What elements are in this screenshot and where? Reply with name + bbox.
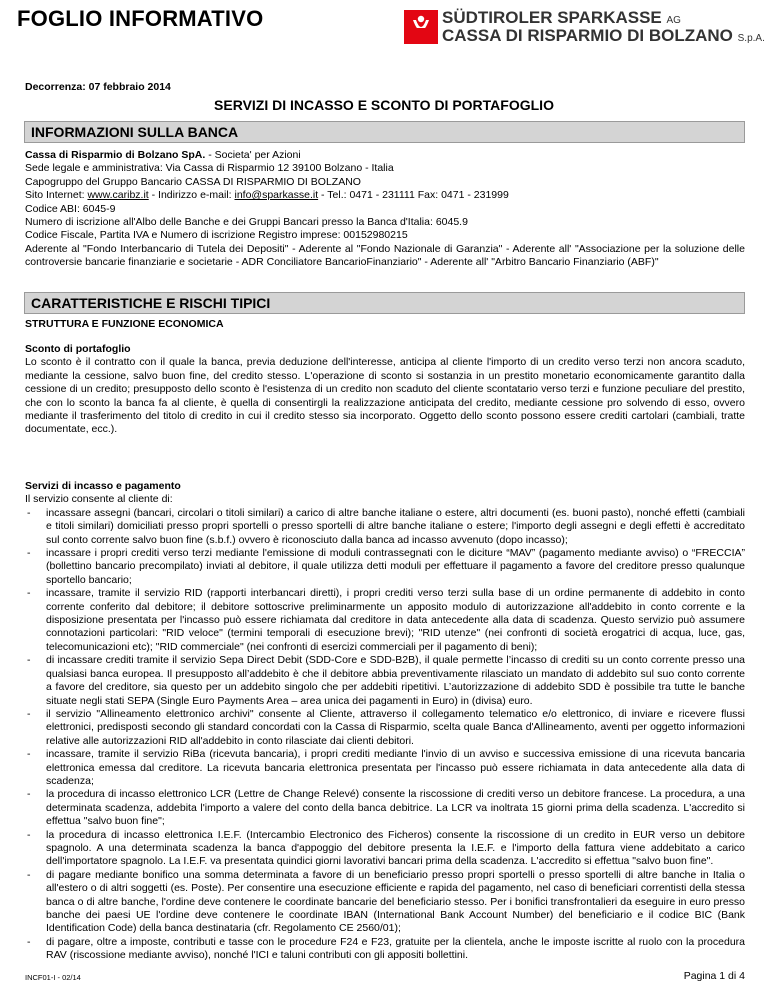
list-item: - incassare assegni (bancari, circolari o titoli similari) a carico di altre banche italiane o estere, altri documenti (es. buoni pasto), nonché effetti (cambiali e titoli similari) domiciliati presso propri sportelli o presso sportelli di altre banche italiane o estere; l'importo degli assegni e degli effetti è accreditato sul conto corrente salvo buon fine (s.b.f.) ovvero è riconosciuto dalla banca ad incasso avvenuto (dopo incasso); xyxy=(25,507,745,547)
section-heading-features: CARATTERISTICHE E RISCHI TIPICI xyxy=(24,292,745,314)
logo-german-name: SÜDTIROLER SPARKASSE xyxy=(442,8,662,27)
servizi-intro: Il servizio consente al cliente di: xyxy=(25,493,173,506)
bank-group: Capogruppo del Gruppo Bancario CASSA DI RISPARMIO DI BOLZANO xyxy=(25,175,361,188)
website-link[interactable]: www.caribz.it xyxy=(87,189,149,202)
abi-code: Codice ABI: 6045-9 xyxy=(25,202,116,215)
list-item: - il servizio "Allineamento elettronico archivi" consente al Cliente, attraverso il collegamento telematico e/o elettronico, di inviare e ricevere flussi elettronici, predisposti secondo gli standard concordati con la Cassa di Risparmio, scelta quale Banca d'Allineamento, aventi per oggetto informazioni relative alle autorizzazioni RID all'addebito in conto rilasciate dai clienti debitori. xyxy=(25,708,745,748)
register-number: Numero di iscrizione all'Albo delle Banche e dei Gruppi Bancari presso la Banca d'Italia: 6045.9 xyxy=(25,216,468,229)
logo-italian-suffix: S.p.A. xyxy=(737,33,765,44)
servizi-title: Servizi di incasso e pagamento xyxy=(25,480,181,492)
logo-text-italian xyxy=(442,26,765,46)
email-label: - Indirizzo e-mail: xyxy=(148,189,235,202)
logo-german-suffix: AG xyxy=(666,15,681,26)
membership-text: Aderente al "Fondo Interbancario di Tutela dei Depositi" - Aderente al "Fondo Nazionale di Garanzia" - Aderente all' "Associazione per la soluzione delle controversie bancarie finanziarie e societarie - ADR Conciliatore BancarioFinanziario" - Aderente all' "Arbitro Bancario Finanziario (ABF)" xyxy=(25,242,745,269)
effective-date: Decorrenza: 07 febbraio 2014 xyxy=(25,81,171,93)
sparkasse-logo-icon xyxy=(404,10,438,44)
list-item: - di pagare, oltre a imposte, contributi e tasse con le procedure F24 e F23, gratuite per la clientela, anche le imposte iscritte al ruolo con la procedura RAV (riscossione mediante avviso), nonché l'ICI e taluni contributi con gli appositi bollettini. xyxy=(25,936,745,963)
section-heading-bank-info: INFORMAZIONI SULLA BANCA xyxy=(24,121,745,143)
document-title: FOGLIO INFORMATIVO xyxy=(17,6,264,31)
logo-italian-name: CASSA DI RISPARMIO DI BOLZANO xyxy=(442,26,733,45)
bank-info-block xyxy=(25,149,745,270)
structure-title: STRUTTURA E FUNZIONE ECONOMICA xyxy=(25,318,224,330)
service-title: SERVIZI DI INCASSO E SCONTO DI PORTAFOGLIO xyxy=(214,97,554,113)
list-item: - incassare, tramite il servizio RID (rapporti interbancari diretti), i propri crediti verso terzi sulla base di un ordine permanente di addebito in conto corrente conferito dal debitore; il debitore sottoscrive preliminarmente un apposito modulo di autorizzazione all'addebito in conto corrente e la disposizione presentata per l'incasso può essere richiamata dal creditore in data antecedente alla data di scadenza. Questo servizio può assumere connotazioni particolari: "RID veloce" (termini temporali di esecuzione brevi); "RID utenze" (nei confronti di società erogatrici di acqua, luce, gas, telecomunicazioni etc); "RID commerciale" (nei confronti di esercizi commerciali per il pagamento di beni); xyxy=(25,587,745,654)
list-item: - incassare i propri crediti verso terzi mediante l'emissione di moduli contrassegnati con le diciture “MAV” (pagamento mediante avviso) o “FRECCIA” (bollettino bancario precompilato) inviati al debitore, il quale utilizza detti moduli per effettuare il pagamento a favore del creditore presso qualunque sportello bancario; xyxy=(25,547,745,587)
list-item: - la procedura di incasso elettronico LCR (Lettre de Change Relevé) consente la riscossione di crediti verso un debitore francese. La procedura, a una determinata scadenza, addebita l'importo a valere del conto della banca debitrice. La LCR va inoltrata 15 giorni prima della scadenza. L'accredito si effettua "salvo buon fine"; xyxy=(25,788,745,828)
bank-contacts xyxy=(25,189,745,202)
website-label: Sito Internet: xyxy=(25,189,88,202)
sconto-title: Sconto di portafoglio xyxy=(25,343,131,355)
phone-fax: - Tel.: 0471 - 231111 Fax: 0471 - 231999 xyxy=(318,189,509,202)
sconto-block xyxy=(25,343,745,437)
bank-legal-form: - Societa' per Azioni xyxy=(205,149,301,161)
list-item: - incassare, tramite il servizio RiBa (ricevuta bancaria), i propri crediti mediante l'invio di un avviso e successiva emissione di una ricevuta bancaria elettronica emessa dal creditore. La ricevuta bancaria elettronica presentata per l'incasso può essere richiamata in data antecedente alla data di scadenza; xyxy=(25,748,745,788)
tax-code: Codice Fiscale, Partita IVA e Numero di iscrizione Registro imprese: 00152980215 xyxy=(25,229,408,242)
servizi-list xyxy=(25,507,745,963)
bank-logo xyxy=(404,8,765,50)
email-link[interactable]: info@sparkasse.it xyxy=(234,189,319,202)
bank-name-line xyxy=(25,149,745,162)
list-item: - la procedura di incasso elettronica I.E.F. (Intercambio Electronico des Ficheros) consente la riscossione di un credito in EUR verso un debitore spagnolo. A una determinata scadenza la banca d'appoggio del debitore presenta la I.E.F. e l'importo della fattura viene addebitato a carico dell'importatore spagnolo. La I.E.F. va presentata quindici giorni lavorativi bancari prima della scadenza. L'accredito si effettua "salvo buon fine". xyxy=(25,829,745,869)
list-item: - di incassare crediti tramite il servizio Sepa Direct Debit (SDD-Core e SDD-B2B), il quale permette l’incasso di crediti su un conto corrente presso una qualsiasi banca europea. Il presupposto all’addebito è che il debitore abbia preventivamente rilasciato un mandato di addebito sul suo conto corrente a favore del creditore, sia questo per un addebito singolo che per addebiti ripetitivi. L’autorizzazione di addebito SDD è possibile tra tutte le banche situate negli stati SEPA (Single Euro Payments Area – area unica dei pagamenti in Euro) in (divisa) euro. xyxy=(25,654,745,708)
bank-name: Cassa di Risparmio di Bolzano SpA. xyxy=(25,149,206,161)
logo-text-german xyxy=(442,8,681,28)
page-number: Pagina 1 di 4 xyxy=(683,970,745,982)
document-code: INCF01-I - 02/14 xyxy=(25,973,81,982)
list-item: - di pagare mediante bonifico una somma determinata a favore di un beneficiario presso propri sportelli o presso sportelli di altre banche in Italia o all'estero o di altri soggetti (es. Poste). Per consentire una esecuzione efficiente e rapida del pagamento, nel caso di beneficiari correntisti della stessa banca o di altre banche, l'ordine deve contenere le coordinate bancarie del beneficiario stesso. Per i bonifici transfrontalieri da eseguire in euro presso banche dei paesi UE l'ordine deve contenere le coordinate IBAN (International Bank Account Number) del beneficiario e il codice BIC (Bank Identification Code) della banca destinataria (cfr. Regolamento CE 2560/01); xyxy=(25,869,745,936)
bank-seat: Sede legale e amministrativa: Via Cassa di Risparmio 12 39100 Bolzano - Italia xyxy=(25,162,394,175)
sconto-text: Lo sconto è il contratto con il quale la banca, previa deduzione dell'interesse, anticipa al cliente l'importo di un credito verso terzi non ancora scaduto, mediante la cessione, salvo buon fine, del credito stesso. L'operazione di sconto si sostanzia in un prestito monetario economicamente garantito dalla cessione di un credito; presupposto dello sconto è l'esistenza di un credito non scaduto del cliente scontatario verso terzi e funzione peculiare del prestito, che con lo sconto la banca fa al cliente, è quella di consentirgli la realizzazione anticipata del credito, mediante cessione pro solvendo di esso, ovvero mediante il trasferimento del titolo di credito in cui il credito stesso sia incorporato. Oggetto dello sconto possono essere crediti cartolari (cambiali, tratte documentate, ecc.). xyxy=(25,356,745,436)
servizi-block xyxy=(25,480,745,963)
